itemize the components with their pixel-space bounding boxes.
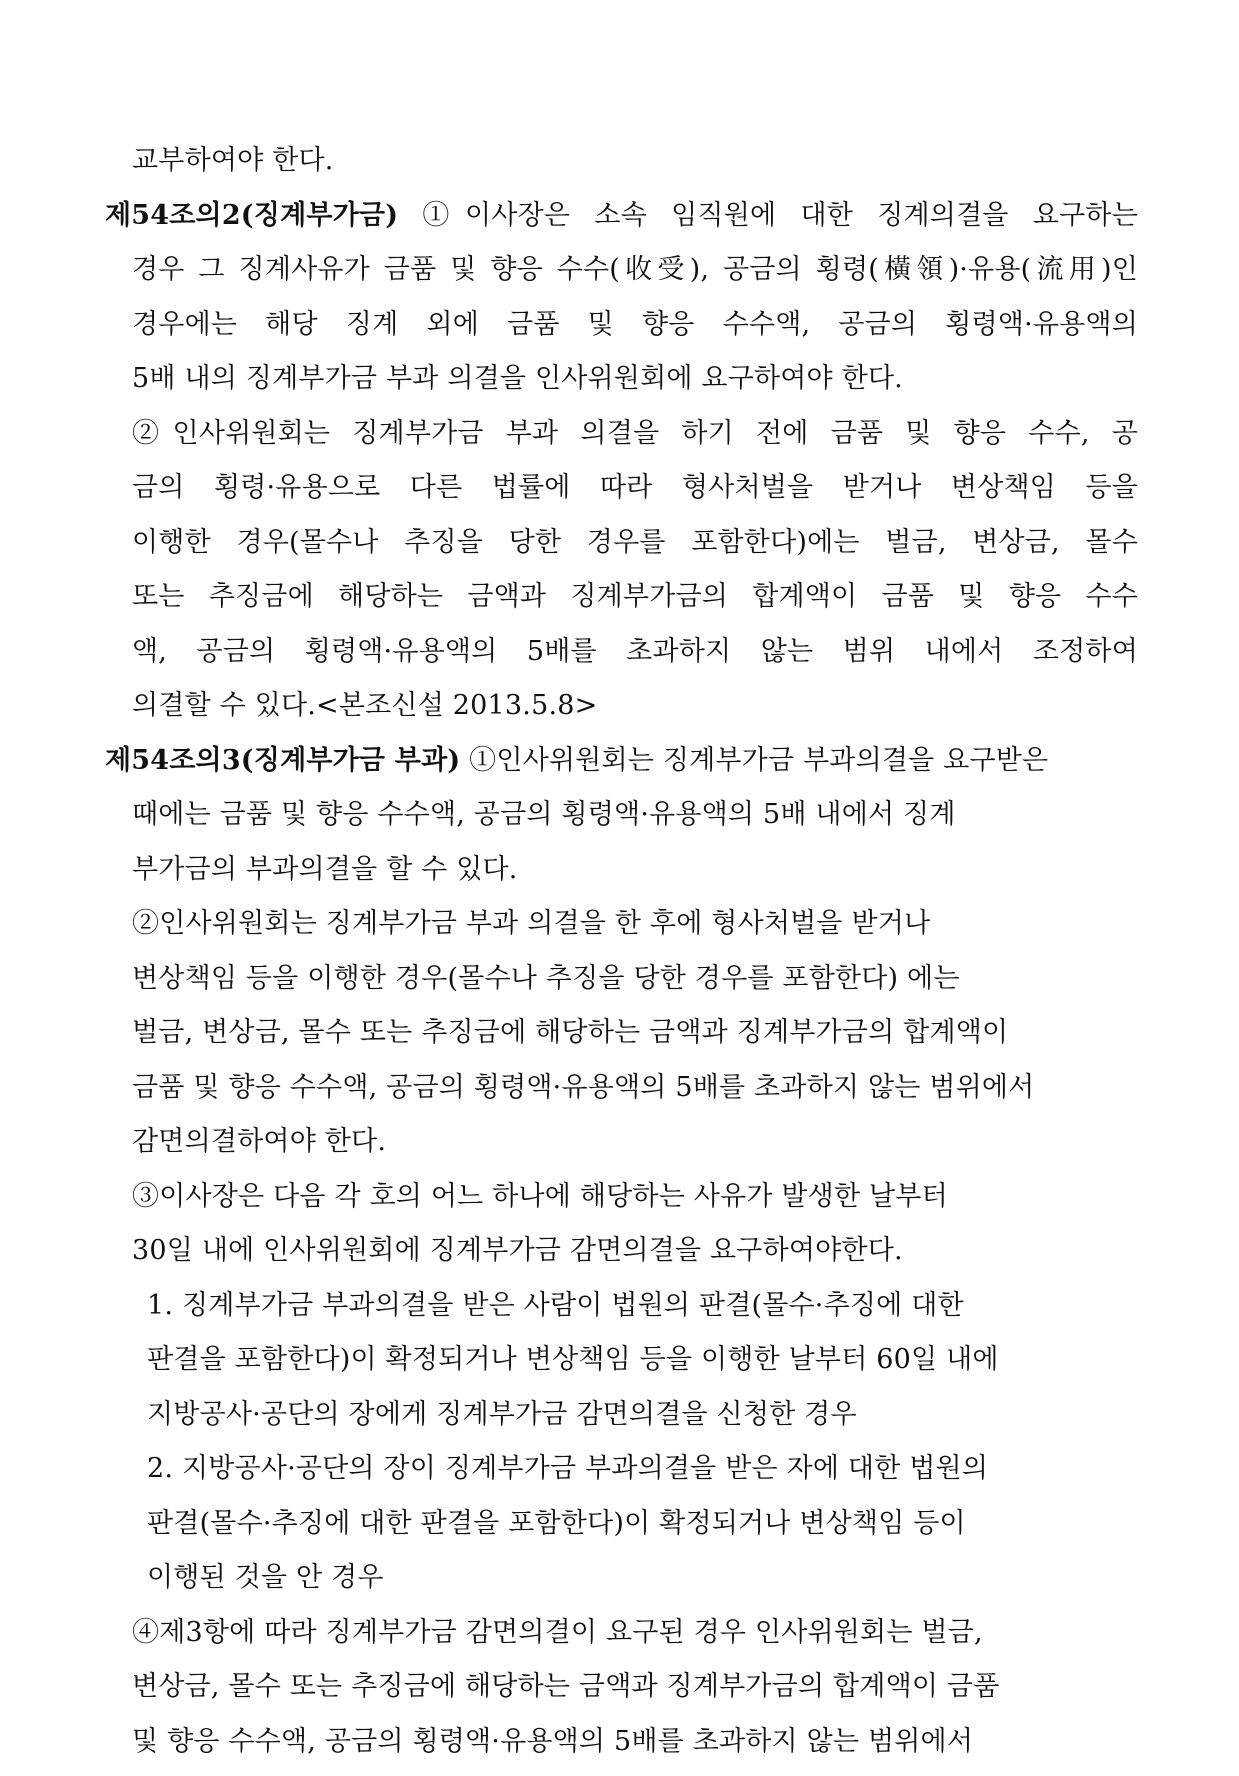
text-line (0, 141, 1239, 196)
text-line-content: 또는 추징금에 해당하는 금액과 징계부가금의 합계액이 금품 및 향응 수수 (132, 577, 1138, 617)
text-line (0, 795, 1239, 850)
text-line (0, 1667, 1239, 1722)
text-line (0, 1013, 1239, 1068)
text-line (0, 1613, 1239, 1668)
article-heading-row (105, 196, 1138, 236)
list-item-line (0, 1449, 1239, 1504)
text-line-content: 때에는 금품 및 향응 수수액, 공금의 횡령액·유용액의 5배 내에서 징계 (132, 799, 956, 830)
text-line-content: 경우 그 징계사유가 금품 및 향응 수수(收受), 공금의 횡령(橫領)·유용(流用)인 (132, 250, 1138, 290)
text-line (0, 686, 1239, 741)
text-line (0, 1722, 1239, 1776)
text-line-content: 벌금, 변상금, 몰수 또는 추징금에 해당하는 금액과 징계부가금의 합계액이 (132, 1017, 1008, 1048)
text-line-content: 변상책임 등을 이행한 경우(몰수나 추징을 당한 경우를 포함한다) 에는 (132, 963, 960, 994)
text-line-content: 경우에는 해당 징계 외에 금품 및 향응 수수액, 공금의 횡령액·유용액의 (132, 305, 1138, 345)
article-title: 제54조의2(징계부가금) (105, 200, 398, 231)
text-line-content: 판결(몰수·추징에 대한 판결을 포함한다)이 확정되거나 변상책임 등이 (147, 1508, 966, 1539)
list-item-line (0, 1504, 1239, 1559)
text-line (0, 632, 1239, 687)
text-line (0, 359, 1239, 414)
text-line-content: 이행된 것을 안 경우 (147, 1562, 384, 1593)
list-item-line (0, 1558, 1239, 1613)
text-line-content: 지방공사·공단의 장에게 징계부가금 감면의결을 신청한 경우 (147, 1399, 857, 1430)
text-line-content: 액, 공금의 횡령액·유용액의 5배를 초과하지 않는 범위 내에서 조정하여 (132, 632, 1138, 672)
text-line (0, 250, 1239, 305)
text-line-content: 판결을 포함한다)이 확정되거나 변상책임 등을 이행한 날부터 60일 내에 (147, 1344, 999, 1375)
text-line (0, 577, 1239, 632)
text-line-content: ④제3항에 따라 징계부가금 감면의결이 요구된 경우 인사위원회는 벌금, (132, 1617, 983, 1648)
list-item-line (0, 1395, 1239, 1450)
text-line (0, 1177, 1239, 1232)
text-line-content: ③이사장은 다음 각 호의 어느 하나에 해당하는 사유가 발생한 날부터 (132, 1181, 948, 1212)
text-line-content: 금의 횡령·유용으로 다른 법률에 따라 형사처벌을 받거나 변상책임 등을 (132, 468, 1138, 508)
text-line-content: 이행한 경우(몰수나 추징을 당한 경우를 포함한다)에는 벌금, 변상금, 몰수 (132, 523, 1138, 563)
text-line-content: 2. 지방공사·공단의 장이 징계부가금 부과의결을 받은 자에 대한 법원의 (147, 1453, 988, 1484)
text-line-content: ①인사위원회는 징계부가금 부과의결을 요구받은 (469, 745, 1048, 776)
text-line (0, 904, 1239, 959)
text-line (0, 1122, 1239, 1177)
text-line (0, 959, 1239, 1014)
text-line-content: ②인사위원회는 징계부가금 부과 의결을 하기 전에 금품 및 향응 수수, 공 (132, 414, 1138, 454)
article-title: 제54조의3(징계부가금 부과) (105, 745, 460, 776)
text-line-content: 1. 징계부가금 부과의결을 받은 사람이 법원의 판결(몰수·추징에 대한 (147, 1290, 964, 1321)
text-line (0, 414, 1239, 469)
list-item-line (0, 1286, 1239, 1341)
text-line-content: ②인사위원회는 징계부가금 부과 의결을 한 후에 형사처벌을 받거나 (132, 908, 930, 939)
text-line: ①이사장은 소속 임직원에 대한 징계의결을 요구하는 (422, 200, 1138, 231)
list-item-line (0, 1340, 1239, 1395)
text-line-content: 금품 및 향응 수수액, 공금의 횡령액·유용액의 5배를 초과하지 않는 범위에서 (132, 1072, 1034, 1103)
text-line (0, 1231, 1239, 1286)
text-line-content: 및 향응 수수액, 공금의 횡령액·유용액의 5배를 초과하지 않는 범위에서 (132, 1726, 973, 1757)
text-line-content: 변상금, 몰수 또는 추징금에 해당하는 금액과 징계부가금의 합계액이 금품 (132, 1671, 1000, 1702)
article-heading-line (0, 741, 1239, 796)
text-line (0, 850, 1239, 905)
text-line (0, 468, 1239, 523)
previous-article-ending: 교부하여야 한다. (132, 145, 334, 176)
text-line-content: 5배 내의 징계부가금 부과 의결을 인사위원회에 요구하여야 한다. (132, 363, 903, 394)
text-line-content: 30일 내에 인사위원회에 징계부가금 감면의결을 요구하여야한다. (132, 1235, 903, 1266)
text-line (0, 305, 1239, 360)
text-line-content: 감면의결하여야 한다. (132, 1126, 386, 1157)
text-line-content: 의결할 수 있다.<본조신설 2013.5.8> (132, 690, 597, 721)
text-line (0, 523, 1239, 578)
article-heading-line (0, 196, 1239, 251)
text-line-content: 부가금의 부과의결을 할 수 있다. (132, 854, 518, 885)
text-line (0, 1068, 1239, 1123)
